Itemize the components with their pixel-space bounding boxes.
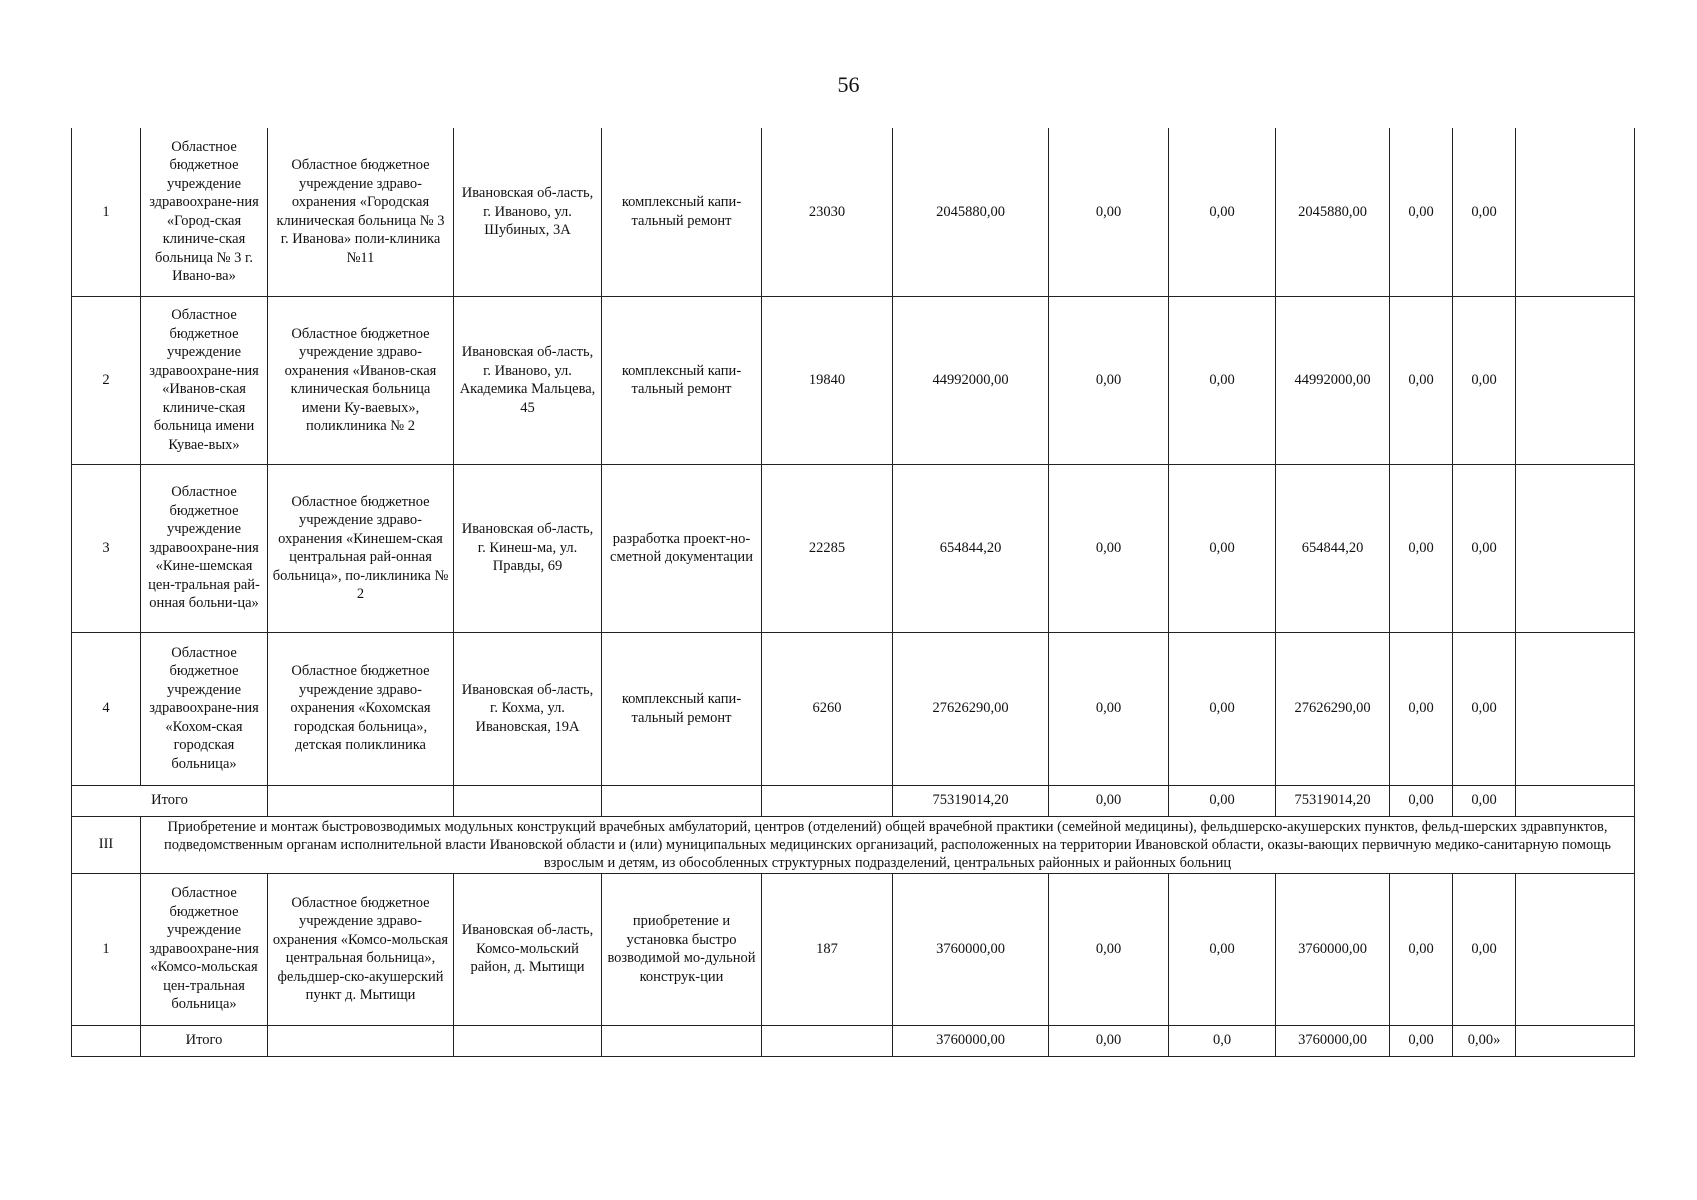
organization-cell: Областное бюджетное учреждение здравоохране-ния «Иванов-ская клиниче-ская больница имени Кувае-вых» xyxy=(141,296,268,464)
organization-cell: Областное бюджетное учреждение здравоохране-ния «Кине-шемская цен-тральная рай-онная больни-ца» xyxy=(141,464,268,632)
address-cell: Ивановская об-ласть, Комсо-мольский район, д. Мытищи xyxy=(454,873,602,1025)
row-number: 3 xyxy=(72,464,141,632)
total-cell: 654844,20 xyxy=(893,464,1049,632)
amount-cell: 0,00 xyxy=(1169,128,1276,296)
amount-cell: 0,00 xyxy=(1390,632,1453,785)
address-cell: Ивановская об-ласть, г. Иваново, ул. Академика Мальцева, 45 xyxy=(454,296,602,464)
organization-cell: Областное бюджетное учреждение здравоохране-ния «Комсо-мольская цен-тральная больница» xyxy=(141,873,268,1025)
row-number: 1 xyxy=(72,873,141,1025)
amount-cell: 654844,20 xyxy=(1276,464,1390,632)
object-cell: Областное бюджетное учреждение здраво-охранения «Кинешем-ская центральная рай-онная больница», по-ликлиника № 2 xyxy=(268,464,454,632)
object-cell: Областное бюджетное учреждение здраво-охранения «Комсо-мольская центральная больница», фельдшер-ско-акушерский пункт д. Мытищи xyxy=(268,873,454,1025)
amount-cell: 0,00 xyxy=(1169,296,1276,464)
table-row xyxy=(72,873,1635,1025)
object-cell: Областное бюджетное учреждение здраво-охранения «Городская клиническая больница № 3 г. Иванова» поли-клиника №11 xyxy=(268,128,454,296)
amount-cell: 0,00 xyxy=(1049,128,1169,296)
amount-cell: 0,0 xyxy=(1169,1025,1276,1056)
empty-cell xyxy=(268,1025,454,1056)
row-number: 2 xyxy=(72,296,141,464)
area-cell: 187 xyxy=(762,873,893,1025)
table-row xyxy=(72,296,1635,464)
amount-cell: 0,00» xyxy=(1453,1025,1516,1056)
amount-cell: 27626290,00 xyxy=(1276,632,1390,785)
address-cell: Ивановская об-ласть, г. Кинеш-ма, ул. Правды, 69 xyxy=(454,464,602,632)
section-header-row xyxy=(72,816,1635,873)
area-cell: 19840 xyxy=(762,296,893,464)
total-label: Итого xyxy=(72,785,268,816)
amount-cell: 0,00 xyxy=(1453,464,1516,632)
table-row xyxy=(72,128,1635,296)
budget-table xyxy=(71,128,1635,1057)
amount-cell: 3760000,00 xyxy=(1276,873,1390,1025)
total-row xyxy=(72,785,1635,816)
object-cell: Областное бюджетное учреждение здраво-охранения «Иванов-ская клиническая больница имени Ку-ваевых», поликлиника № 2 xyxy=(268,296,454,464)
organization-cell: Областное бюджетное учреждение здравоохране-ния «Город-ская клиниче-ская больница № 3 г. Ивано-ва» xyxy=(141,128,268,296)
area-cell: 22285 xyxy=(762,464,893,632)
section-number: III xyxy=(72,816,141,873)
amount-cell: 2045880,00 xyxy=(1276,128,1390,296)
page-number: 56 xyxy=(837,72,860,97)
amount-cell: 0,00 xyxy=(1049,785,1169,816)
amount-cell: 0,00 xyxy=(1453,873,1516,1025)
total-cell: 44992000,00 xyxy=(893,296,1049,464)
empty-cell xyxy=(1516,464,1635,632)
amount-cell: 3760000,00 xyxy=(1276,1025,1390,1056)
amount-cell: 0,00 xyxy=(1169,464,1276,632)
amount-cell: 0,00 xyxy=(1049,296,1169,464)
section-title: Приобретение и монтаж быстровозводимых модульных конструкций врачебных амбулаторий, центров (отделений) общей врачебной практики (семейной медицины), фельдшерско-акушерских пунктов, фельд-шерских здравпунктов, подведомственным органам исполнительной власти Ивановской области и (или) муниципальных медицинских организаций, расположенных на территории Ивановской области, оказы-вающих первичную медико-санитарную помощь взрослым и детям, из обособленных структурных подразделений, центральных районных и районных больниц xyxy=(141,816,1635,873)
empty-cell xyxy=(762,785,893,816)
amount-cell: 0,00 xyxy=(1390,128,1453,296)
work-type-cell: приобретение и установка быстро возводимой мо-дульной конструк-ции xyxy=(602,873,762,1025)
object-cell: Областное бюджетное учреждение здраво-охранения «Кохомская городская больница», детская поликлиника xyxy=(268,632,454,785)
empty-cell xyxy=(602,1025,762,1056)
amount-cell: 0,00 xyxy=(1049,873,1169,1025)
amount-cell: 0,00 xyxy=(1049,464,1169,632)
area-cell: 23030 xyxy=(762,128,893,296)
table-row xyxy=(72,464,1635,632)
amount-cell: 0,00 xyxy=(1390,296,1453,464)
empty-cell xyxy=(454,1025,602,1056)
amount-cell: 0,00 xyxy=(1453,632,1516,785)
amount-cell: 75319014,20 xyxy=(1276,785,1390,816)
empty-cell xyxy=(602,785,762,816)
empty-cell xyxy=(762,1025,893,1056)
amount-cell: 0,00 xyxy=(1169,785,1276,816)
organization-cell: Областное бюджетное учреждение здравоохране-ния «Кохом-ская городская больница» xyxy=(141,632,268,785)
amount-cell: 0,00 xyxy=(1049,632,1169,785)
address-cell: Ивановская об-ласть, г. Кохма, ул. Ивановская, 19А xyxy=(454,632,602,785)
work-type-cell: комплексный капи-тальный ремонт xyxy=(602,632,762,785)
amount-cell: 0,00 xyxy=(1453,296,1516,464)
total-cell: 75319014,20 xyxy=(893,785,1049,816)
empty-cell xyxy=(1516,785,1635,816)
amount-cell: 0,00 xyxy=(1390,873,1453,1025)
amount-cell: 0,00 xyxy=(1453,128,1516,296)
total-cell: 2045880,00 xyxy=(893,128,1049,296)
total-row xyxy=(72,1025,1635,1056)
work-type-cell: комплексный капи-тальный ремонт xyxy=(602,296,762,464)
table-row xyxy=(72,632,1635,785)
amount-cell: 0,00 xyxy=(1390,464,1453,632)
amount-cell: 0,00 xyxy=(1453,785,1516,816)
amount-cell: 0,00 xyxy=(1169,632,1276,785)
empty-cell xyxy=(268,785,454,816)
empty-cell xyxy=(1516,632,1635,785)
total-cell: 3760000,00 xyxy=(893,1025,1049,1056)
empty-cell xyxy=(1516,1025,1635,1056)
row-number: 4 xyxy=(72,632,141,785)
total-cell: 3760000,00 xyxy=(893,873,1049,1025)
amount-cell: 0,00 xyxy=(1169,873,1276,1025)
work-type-cell: комплексный капи-тальный ремонт xyxy=(602,128,762,296)
empty-cell xyxy=(72,1025,141,1056)
area-cell: 6260 xyxy=(762,632,893,785)
amount-cell: 0,00 xyxy=(1049,1025,1169,1056)
work-type-cell: разработка проект-но-сметной документации xyxy=(602,464,762,632)
total-cell: 27626290,00 xyxy=(893,632,1049,785)
empty-cell xyxy=(1516,296,1635,464)
total-label: Итого xyxy=(141,1025,268,1056)
row-number: 1 xyxy=(72,128,141,296)
empty-cell xyxy=(454,785,602,816)
address-cell: Ивановская об-ласть, г. Иваново, ул. Шубиных, 3А xyxy=(454,128,602,296)
amount-cell: 0,00 xyxy=(1390,785,1453,816)
amount-cell: 0,00 xyxy=(1390,1025,1453,1056)
empty-cell xyxy=(1516,128,1635,296)
amount-cell: 44992000,00 xyxy=(1276,296,1390,464)
empty-cell xyxy=(1516,873,1635,1025)
